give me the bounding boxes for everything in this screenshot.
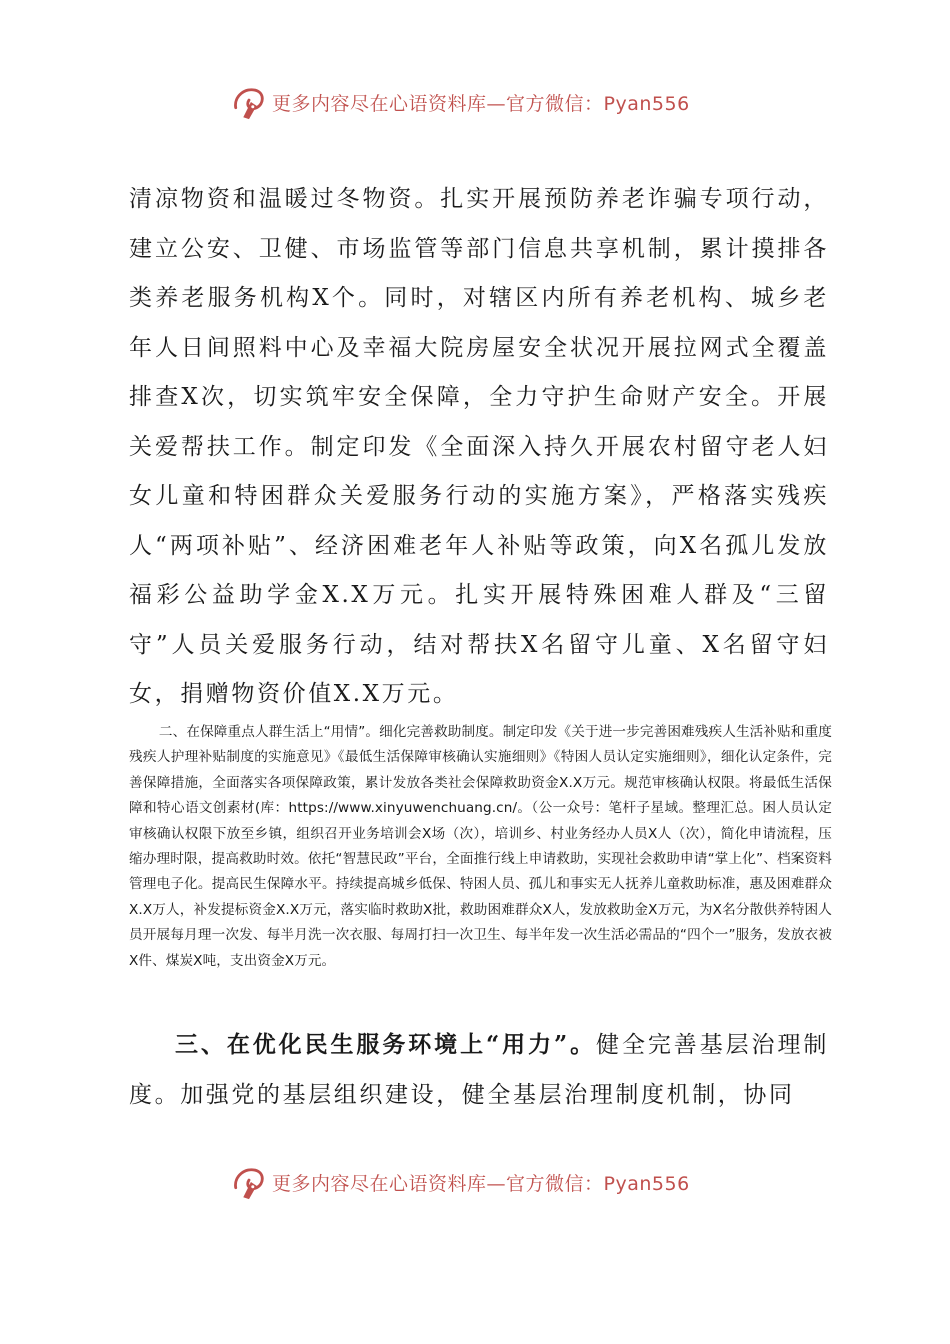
pen-nib-swirl-logo-icon xyxy=(230,83,268,121)
banner-text: 更多内容尽在心语资料库—官方微信：Pyan556 xyxy=(272,92,690,115)
footer-banner xyxy=(230,1162,750,1202)
banner-text: 更多内容尽在心语资料库—官方微信：Pyan556 xyxy=(272,1172,690,1195)
paragraph-1: 清凉物资和温暖过冬物资。扎实开展预防养老诈骗专项行动，建立公安、卫健、市场监管等部门信息共享机制，累计摸排各类养老服务机构X个。同时，对辖区内所有养老机构、城乡老年人日间照料中心及幸福大院房屋安全状况开展拉网式全覆盖排查X次，切实筑牢安全保障，全力守护生命财产安全。开展关爱帮扶工作。制定印发《全面深入持久开展农村留守老人妇女儿童和特困群众关爱服务行动的实施方案》，严格落实残疾人“两项补贴”、经济困难老年人补贴等政策，向X名孤儿发放福彩公益助学金X.X万元。扎实开展特殊困难人群及“三留守”人员关爱服务行动，结对帮扶X名留守儿童、X名留守妇女，捐赠物资价值X.X万元。 xyxy=(129,186,829,707)
paragraph-3 xyxy=(129,1020,829,1120)
section-body: 健全完善基层治理制度。加强党的基层组织建设，健全基层治理制度机制，协同 xyxy=(129,1032,829,1108)
paragraph-2: 二、在保障重点人群生活上“用情”。细化完善救助制度。制定印发《关于进一步完善困难残疾人生活补贴和重度残疾人护理补贴制度的实施意见》《最低生活保障审核确认实施细则》《特困人员认定实施细则》，细化认定条件，完善保障措施，全面落实各项保障政策，累计发放各类社会保障救助资金X.X万元。规范审核确认权限。将最低生活保障和特心语文创素材(库：https://www.xinyuwenchuang.cn/。（公一众号：笔杆子星域。整理汇总。困人员认定审核确认权限下放至乡镇，组织召开业务培训会X场（次），培训乡、村业务经办人员X人（次），简化申请流程，压缩办理时限，提高救助时效。依托“智慧民政”平台，全面推行线上申请救助，实现社会救助申请“掌上化”、档案资料管理电子化。提高民生保障水平。持续提高城乡低保、特困人员、孤儿和事实无人抚养儿童救助标准，惠及困难群众X.X万人，补发提标资金X.X万元，落实临时救助X批，救助困难群众X人，发放救助金X万元，为X名分散供养特困人员开展每月理一次发、每半月洗一次衣服、每周打扫一次卫生、每半年发一次生活必需品的“四个一”服务，发放衣被X件、煤炭X吨，支出资金X万元。 xyxy=(129,724,832,969)
pen-nib-swirl-logo-icon xyxy=(230,1163,268,1201)
header-banner xyxy=(230,82,750,122)
section-heading: 三、在优化民生服务环境上“用力”。 xyxy=(175,1031,597,1058)
